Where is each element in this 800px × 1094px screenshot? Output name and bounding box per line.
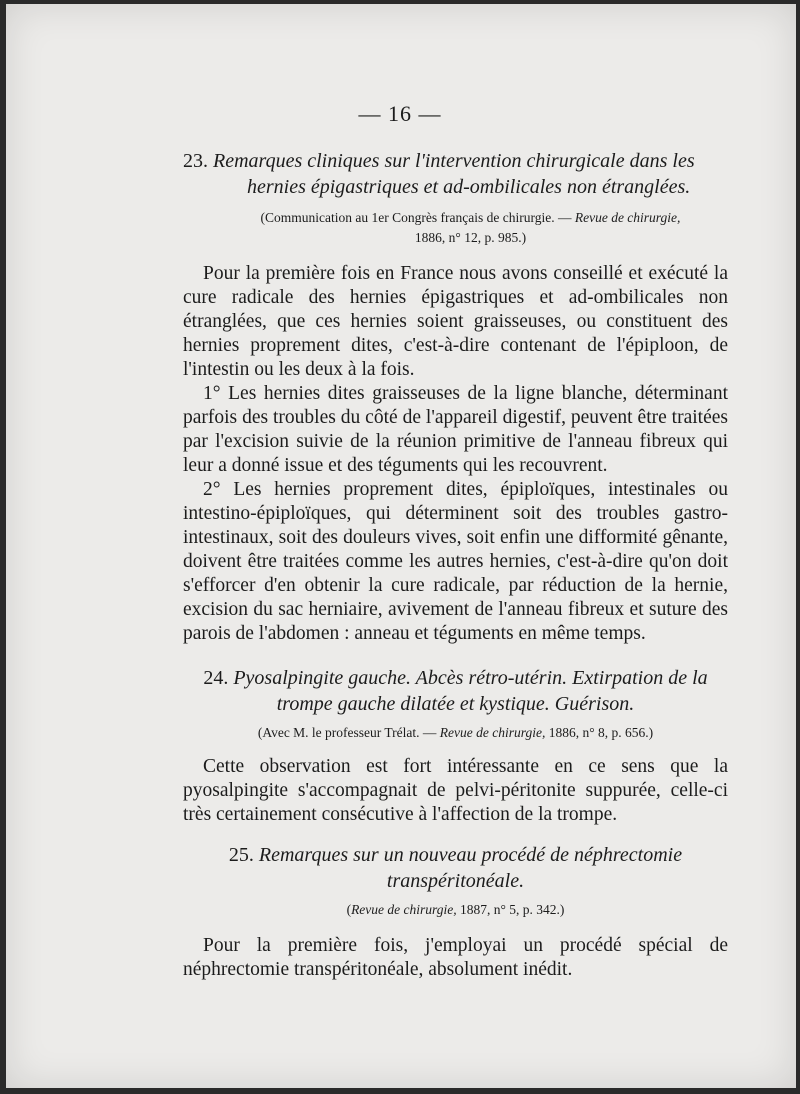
title-line-2: hernies épigastriques et ad-ombilicales non étranglées. bbox=[247, 176, 691, 198]
paragraph: Pour la première fois, j'employai un procédé spécial de néphrectomie transpéritonéale, absolument inédit. bbox=[183, 935, 728, 980]
title-line-1: Remarques sur un nouveau procédé de néphrectomie bbox=[258, 844, 683, 866]
journal-name: Revue de chirurgie, bbox=[574, 210, 681, 225]
source-text: (Communication au 1er Congrès français de chirurgie. — bbox=[260, 210, 575, 225]
article-source bbox=[183, 900, 728, 920]
journal-name: Revue de chirurgie, bbox=[439, 725, 546, 740]
title-line-2: trompe gauche dilatée et kystique. Guérison. bbox=[276, 693, 635, 715]
article-number: 24. bbox=[203, 667, 229, 689]
article-24 bbox=[183, 665, 728, 827]
article-title bbox=[183, 842, 728, 894]
title-line-1: Remarques cliniques sur l'intervention chirurgicale dans les bbox=[213, 150, 695, 172]
article-title bbox=[183, 665, 728, 717]
article-title bbox=[183, 148, 728, 200]
article-source bbox=[183, 208, 728, 248]
paragraph: 2° Les hernies proprement dites, épiploïques, intestinales ou intestino-épiploïques, qui déterminent soit des troubles gastro-intestinaux, soit des douleurs vives, soit enfin une difformité gênante, doivent être traitées comme les autres hernies, c'est-à-dire qu'on doit s'efforcer d'en obtenir la cure radicale, par réduction de la hernie, excision du sac herniaire, avivement de l'anneau fibreux et suture des parois de l'abdomen : anneau et téguments en même temps. bbox=[183, 479, 728, 644]
journal-name: Revue de chirurgie, bbox=[351, 902, 457, 917]
article-number: 23. bbox=[183, 150, 208, 172]
article-23 bbox=[183, 148, 728, 646]
title-line-1: Pyosalpingite gauche. Abcès rétro-utérin. Extirpation de la bbox=[233, 667, 708, 689]
article-source bbox=[183, 723, 728, 743]
paragraph: Pour la première fois en France nous avons conseillé et exécuté la cure radicale des hernies épigastriques et ad-ombilicales non étranglées, que ces hernies soient graisseuses, ou constituent des hernies proprement dites, c'est-à-dire contenant de l'épiploon, de l'intestin ou les deux à la fois. bbox=[183, 263, 728, 380]
source-line-2: 1886, n° 12, p. 985.) bbox=[414, 230, 527, 245]
source-tail: 1886, n° 8, p. 656.) bbox=[545, 725, 654, 740]
source-text: (Avec M. le professeur Trélat. — bbox=[257, 725, 440, 740]
paragraph: 1° Les hernies dites graisseuses de la ligne blanche, déterminant parfois des troubles du côté de l'appareil digestif, peuvent être traitées par l'excision suivie de la réunion primitive de l'anneau fibreux qui leur a donné issue et des téguments qui les recouvrent. bbox=[183, 383, 728, 476]
article-number: 25. bbox=[228, 844, 254, 866]
source-open: ( bbox=[346, 902, 352, 917]
page-number: — 16 — bbox=[358, 101, 442, 126]
article-25 bbox=[183, 842, 728, 982]
paragraph: Cette observation est fort intéressante en ce sens que la pyosalpingite s'accompagnait de pelvi-péritonite suppurée, celle-ci très certainement consécutive à l'affection de la trompe. bbox=[183, 756, 728, 825]
title-line-2: transpéritonéale. bbox=[386, 870, 525, 892]
source-tail: 1887, n° 5, p. 342.) bbox=[456, 902, 565, 917]
